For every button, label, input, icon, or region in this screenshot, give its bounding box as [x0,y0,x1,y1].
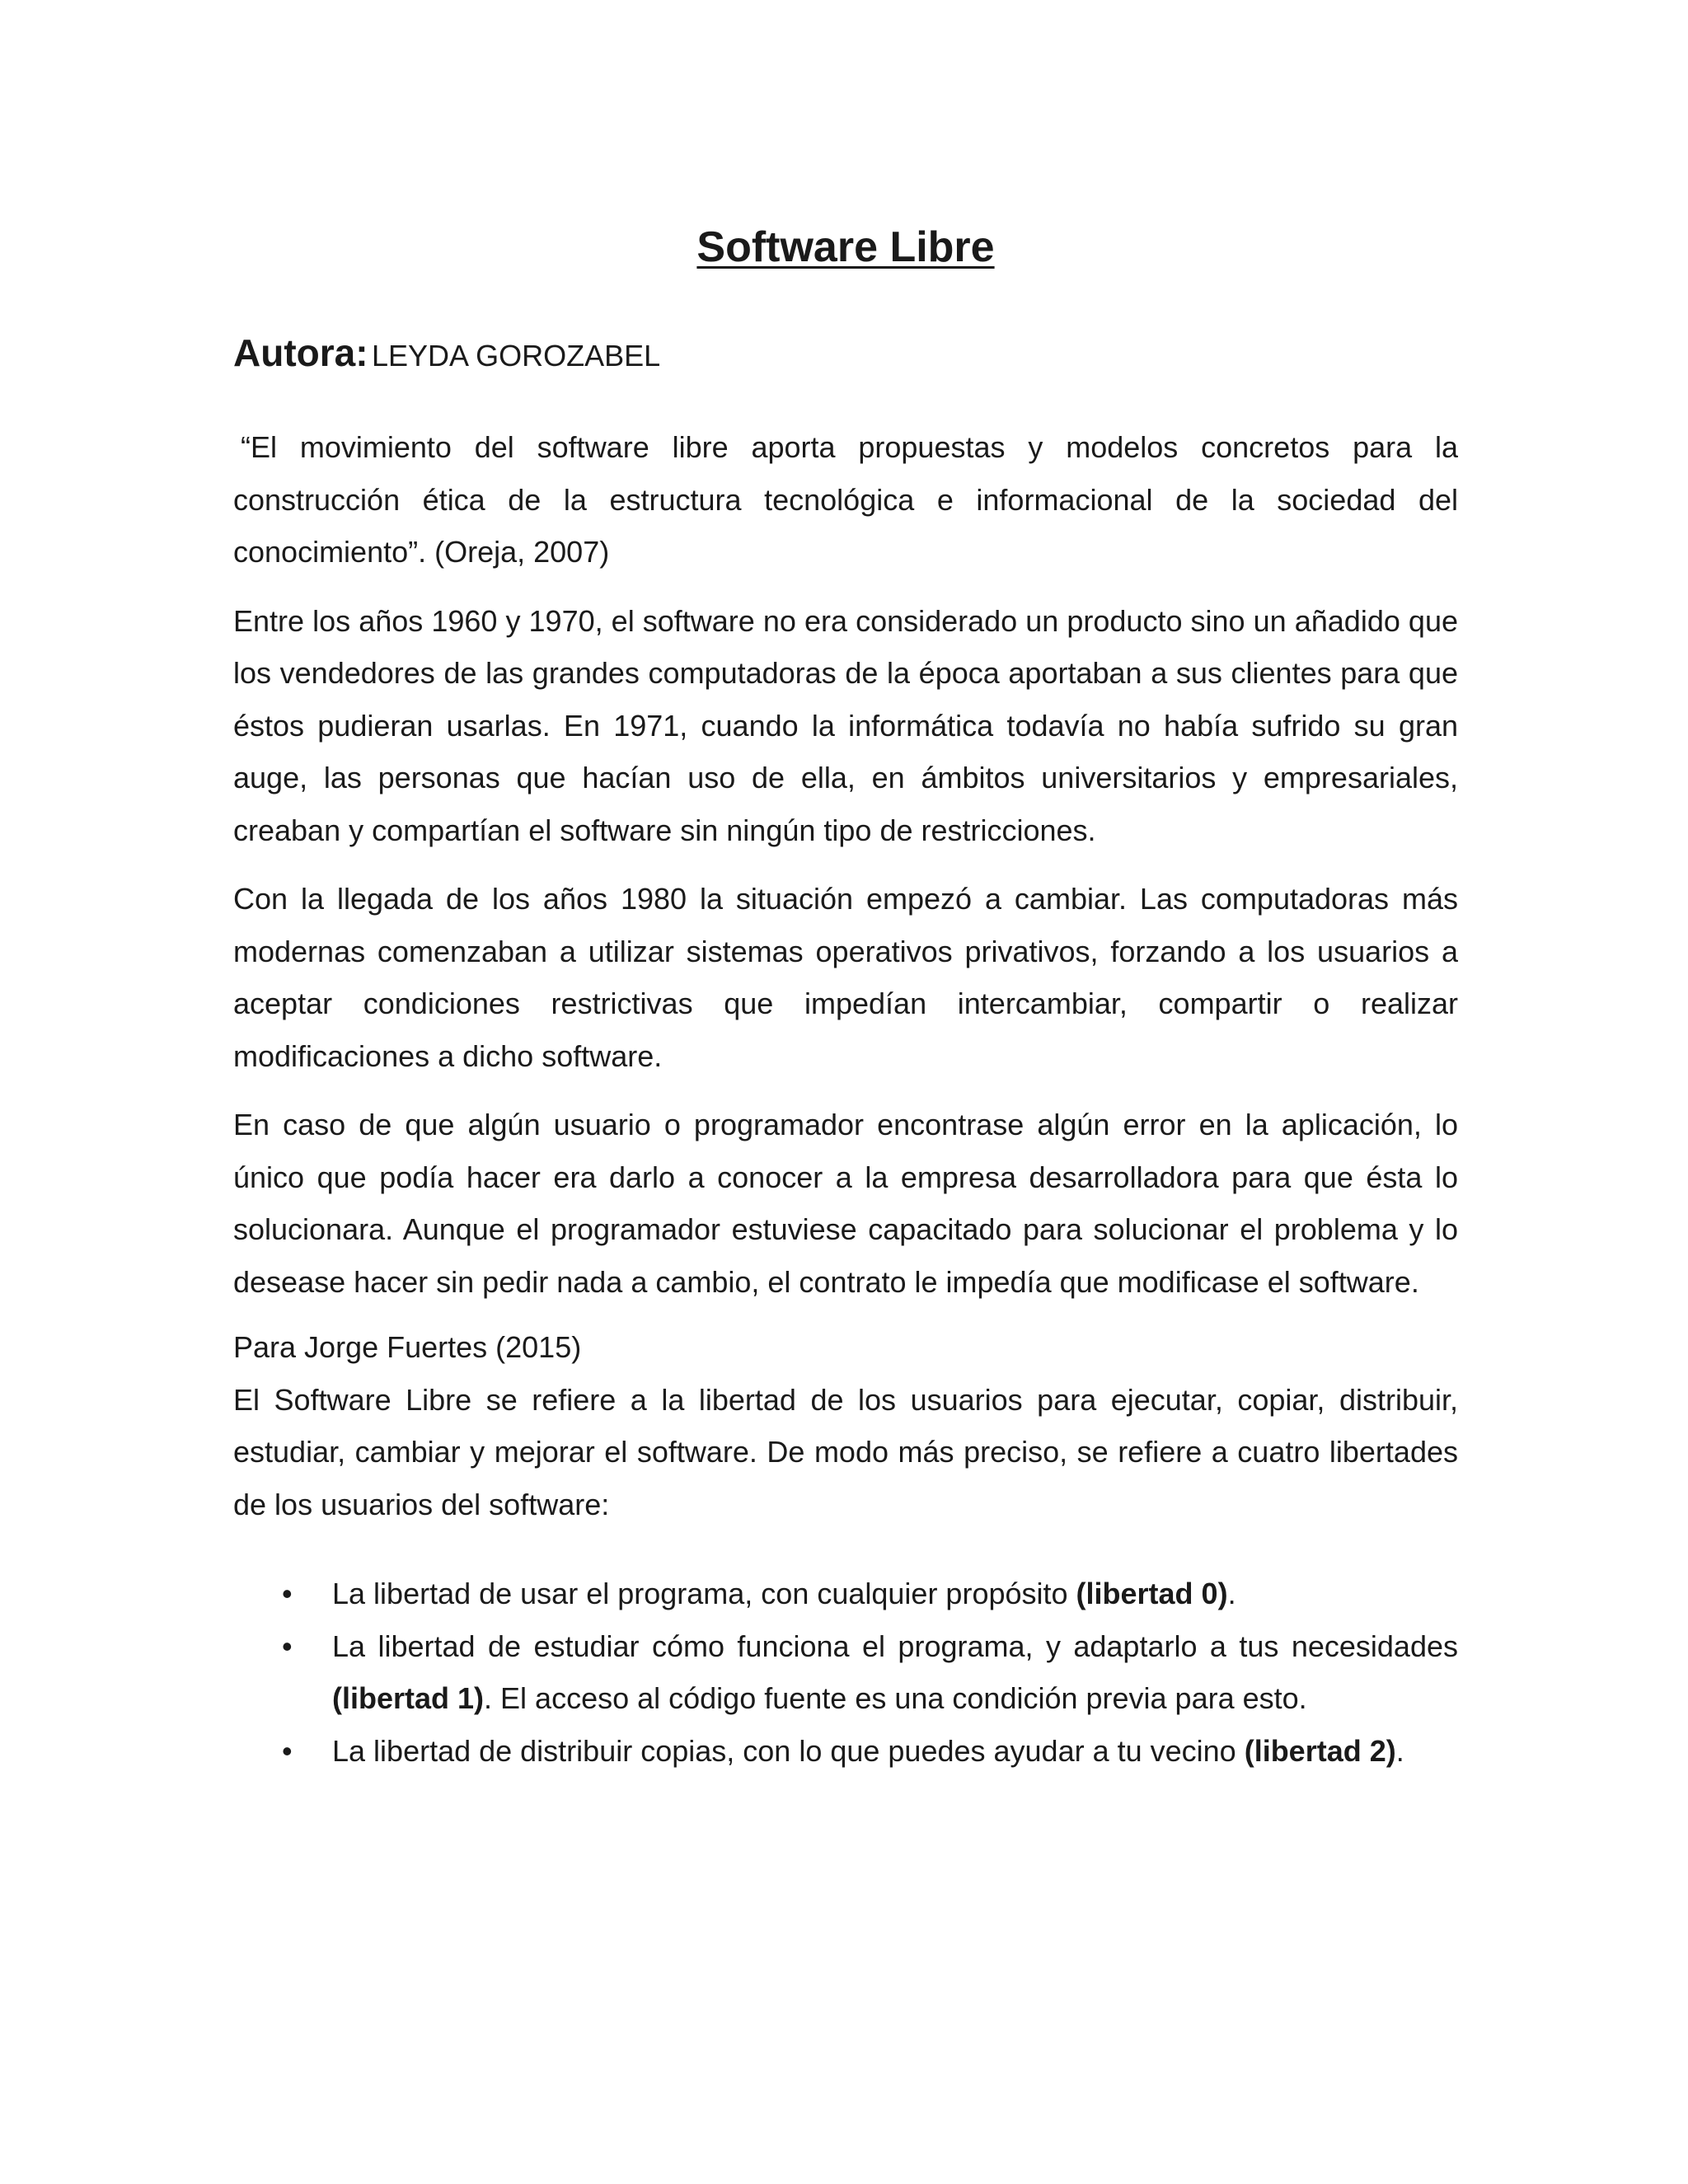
list-item [233,1568,1458,1620]
author-line [233,328,1458,387]
definition-paragraph: El Software Libre se refiere a la libertad de los usuarios para ejecutar, copiar, distribuir, estudiar, cambiar y mejorar el software. De modo más preciso, se refiere a cuatro libertades de los usuarios del software: [233,1382,1458,1521]
freedom-text: La libertad de estudiar cómo funciona el programa, y adaptarlo a tus necesidades [332,1629,1458,1663]
author-label: Autora: [233,331,368,374]
freedom-after: . [1395,1733,1404,1768]
freedoms-list [233,1568,1458,1777]
freedom-label: (libertad 1) [332,1681,485,1715]
opening-quote: “El movimiento del software libre aporta propuestas y modelos concretos para la construcción ética de la estructura tecnológica e informacional de la sociedad del conocimiento”. (Oreja, 2007) [233,430,1458,569]
freedom-label: (libertad 2) [1244,1733,1396,1768]
paragraph-errors: En caso de que algún usuario o programador encontrase algún error en la aplicación, lo único que podía hacer era darlo a conocer a la empresa desarrolladora para que ésta lo solucionara. Aunque el programador estuviese capacitado para solucionar el problema y lo desease hacer sin pedir nada a cambio, el contrato le impedía que modificase el software. [233,1108,1458,1299]
paragraph-1980s: Con la llegada de los años 1980 la situación empezó a cambiar. Las computadoras más modernas comenzaban a utilizar sistemas operativos privativos, forzando a los usuarios a aceptar condiciones restrictivas que impedían intercambiar, compartir o realizar modificaciones a dicho software. [233,882,1458,1073]
bullet-icon: • [282,1733,293,1768]
author-name: LEYDA GOROZABEL [372,339,661,373]
paragraph-history: Entre los años 1960 y 1970, el software no era considerado un producto sino un añadido que los vendedores de las grandes computadoras de la época aportaban a sus clientes para que éstos pudieran usarlas. En 1971, cuando la informática todavía no había sufrido su gran auge, las personas que hacían uso de ella, en ámbitos universitarios y empresariales, creaban y compartían el software sin ningún tipo de restricciones. [233,603,1458,847]
bullet-icon: • [282,1577,293,1610]
freedom-text: La libertad de usar el programa, con cualquier propósito [332,1577,1076,1610]
freedom-after: . [1227,1577,1236,1610]
list-item [233,1725,1458,1778]
list-item [233,1620,1458,1725]
document-page [233,223,1458,1777]
freedom-text: La libertad de distribuir copias, con lo que puedes ayudar a tu vecino [332,1733,1245,1768]
freedom-label: (libertad 0) [1076,1577,1228,1610]
freedom-after: . El acceso al código fuente es una condición previa para esto. [484,1681,1307,1715]
document-title: Software Libre [696,223,995,271]
bullet-icon: • [282,1629,293,1663]
source-line: Para Jorge Fuertes (2015) [233,1330,582,1364]
